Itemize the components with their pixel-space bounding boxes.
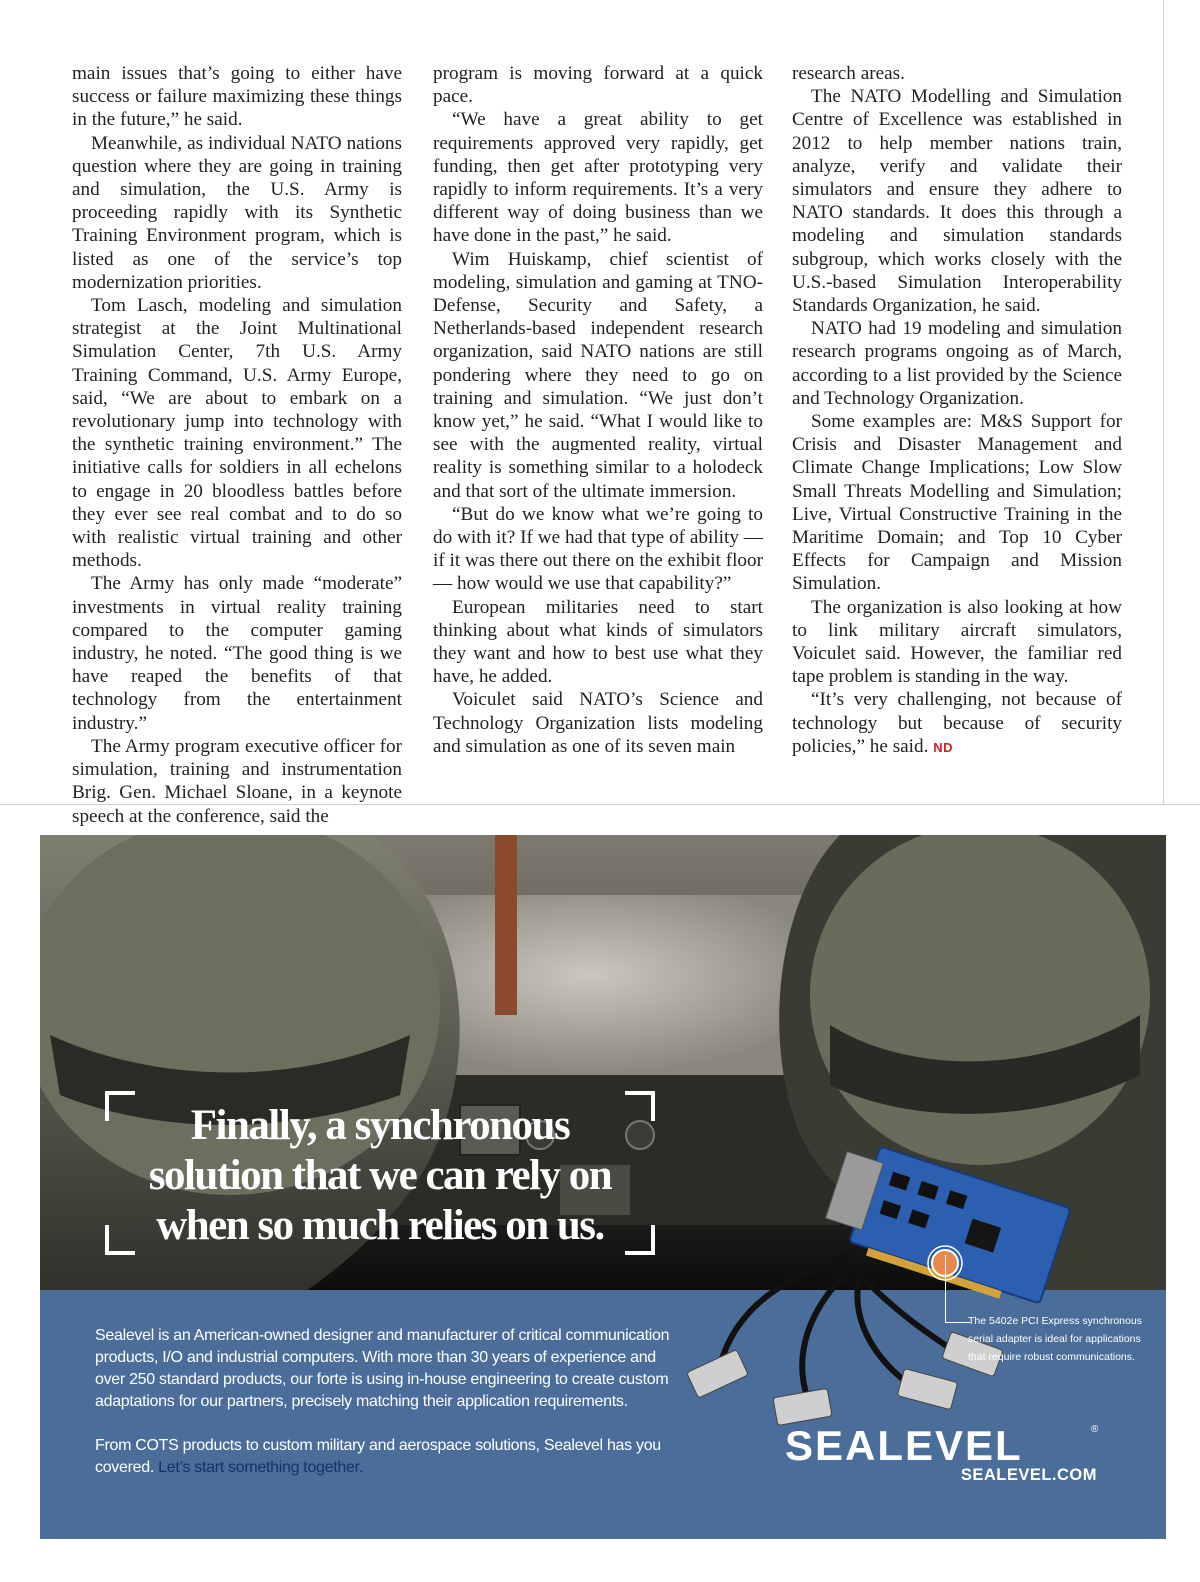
headline-line: Finally, a synchronous	[190, 1102, 570, 1149]
svg-text:®: ®	[1091, 1424, 1099, 1435]
paragraph: main issues that’s going to either have success or failure maximizing these things in the future,” he said.	[72, 63, 402, 131]
paragraph: Voiculet said NATO’s Science and Technology Organization lists modeling and simulation as one of its seven main	[433, 689, 763, 757]
ad-body-text: From COTS products to custom military and aerospace solutions, Sealevel has you covered.	[95, 1437, 661, 1476]
article-column-1	[72, 62, 402, 828]
paragraph-last	[792, 688, 1122, 759]
paragraph: “But do we know what we’re going to do with it? If we had that type of ability — if it was there out there on the exhibit floor — how would we use that capability?”	[433, 503, 763, 595]
article-column-2	[433, 62, 763, 758]
paragraph: European militaries need to start thinking about what kinds of simulators they want and how to best use what they have, he added.	[433, 596, 763, 688]
headline-line: when so much relies on us.	[156, 1202, 604, 1249]
paragraph: The Army has only made “moderate” investments in virtual reality training compared to the computer gaming industry, he noted. “The good thing is we have reaped the benefits of that technology from the entertainment industry.”	[72, 573, 402, 734]
paragraph: The organization is also looking at how to link military aircraft simulators, Voiculet said. However, the familiar red tape problem is standing in the way.	[792, 596, 1122, 688]
paragraph: Some examples are: M&S Support for Crisis and Disaster Management and Climate Change Implications; Low Slow Small Threats Modelling and Simulation; Live, Virtual Constructive Training in the Maritime Domain; and Top 10 Cyber Effects for Campaign and Mission Simulation.	[792, 411, 1122, 595]
ad-headline-frame	[105, 1091, 655, 1255]
article-body	[72, 62, 1132, 827]
pci-adapter-image	[680, 1135, 1100, 1435]
sealevel-advertisement[interactable]	[40, 835, 1166, 1539]
paragraph: The Army program executive officer for simulation, training and instrumentation Brig. Gen. Michael Sloane, in a keynote speech at the conference, said the	[72, 735, 402, 827]
paragraph: research areas.	[792, 63, 905, 84]
paragraph: NATO had 19 modeling and simulation research programs ongoing as of March, according to a list provided by the Science and Technology Organization.	[792, 318, 1122, 409]
end-mark: ND	[933, 739, 953, 755]
paragraph: “We have a great ability to get requirements approved very rapidly, get funding, then get after prototyping very rapidly to inform requirements. It’s a very different way of doing business than we have done in the past,” he said.	[433, 109, 763, 247]
ad-call-to-action[interactable]: Let’s start something together.	[158, 1459, 363, 1476]
paragraph: Tom Lasch, modeling and simulation strategist at the Joint Multinational Simulation Center, 7th U.S. Army Training Command, U.S. Army Europe, said, “We are about to embark on a revolutionary jump into technology with the synthetic training environment.” The initiative calls for soldiers in all echelons to engage in 20 bloodless battles before they ever see real combat and to do so with realistic virtual training and other methods.	[72, 295, 402, 572]
ad-body-paragraph: Sealevel is an American-owned designer and manufacturer of critical communication products, I/O and industrial computers. With more than 30 years of experience and over 250 standard products, our forte is using in-house engineering to create custom adaptations for our partners, precisely matching their application requirements.	[95, 1327, 670, 1410]
website-link[interactable]: SEALEVEL.COM	[960, 1466, 1097, 1484]
ad-body-paragraph	[95, 1435, 675, 1479]
headline-line: solution that we can rely on	[148, 1152, 612, 1199]
paragraph: Meanwhile, as individual NATO nations question where they are going in training and simulation, the U.S. Army is proceeding rapidly with its Synthetic Training Environment program, which is listed as one of the service’s top modernization priorities.	[72, 132, 402, 293]
page-column-rule	[1163, 0, 1164, 805]
article-column-3	[792, 62, 1122, 759]
paragraph: The NATO Modelling and Simulation Centre of Excellence was established in 2012 to help member nations train, analyze, verify and validate their simulators and ensure they adhere to NATO standards. It does this through a modeling and simulation standards subgroup, which works closely with the U.S.-based Simulation Interoperability Standards Organization, he said.	[792, 86, 1122, 317]
sealevel-logo[interactable]	[785, 1420, 1105, 1490]
caption-leader-line	[945, 1255, 970, 1323]
paragraph: program is moving forward at a quick pace.	[433, 63, 763, 108]
product-caption: The 5402e PCI Express synchronous serial adapter is ideal for applications that require robust communications.	[968, 1315, 1142, 1363]
paragraph-text: “It’s very challenging, not because of technology but because of security policies,” he said.	[792, 689, 1122, 757]
logo-text: SEALEVEL	[785, 1422, 1023, 1468]
sealevel-wordmark	[785, 1420, 1105, 1468]
pci-adapter-illustration	[680, 1135, 1100, 1435]
paragraph: Wim Huiskamp, chief scientist of modeling, simulation and gaming at TNO-Defense, Security and Safety, a Netherlands-based independent research organization, said NATO nations are still pondering where they need to go on training and simulation. “We just don’t know yet,” he said. “What I would like to see with the augmented reality, virtual reality is something similar to a holodeck and that sort of the ultimate immersion.	[433, 248, 763, 502]
ad-headline	[105, 1101, 655, 1251]
